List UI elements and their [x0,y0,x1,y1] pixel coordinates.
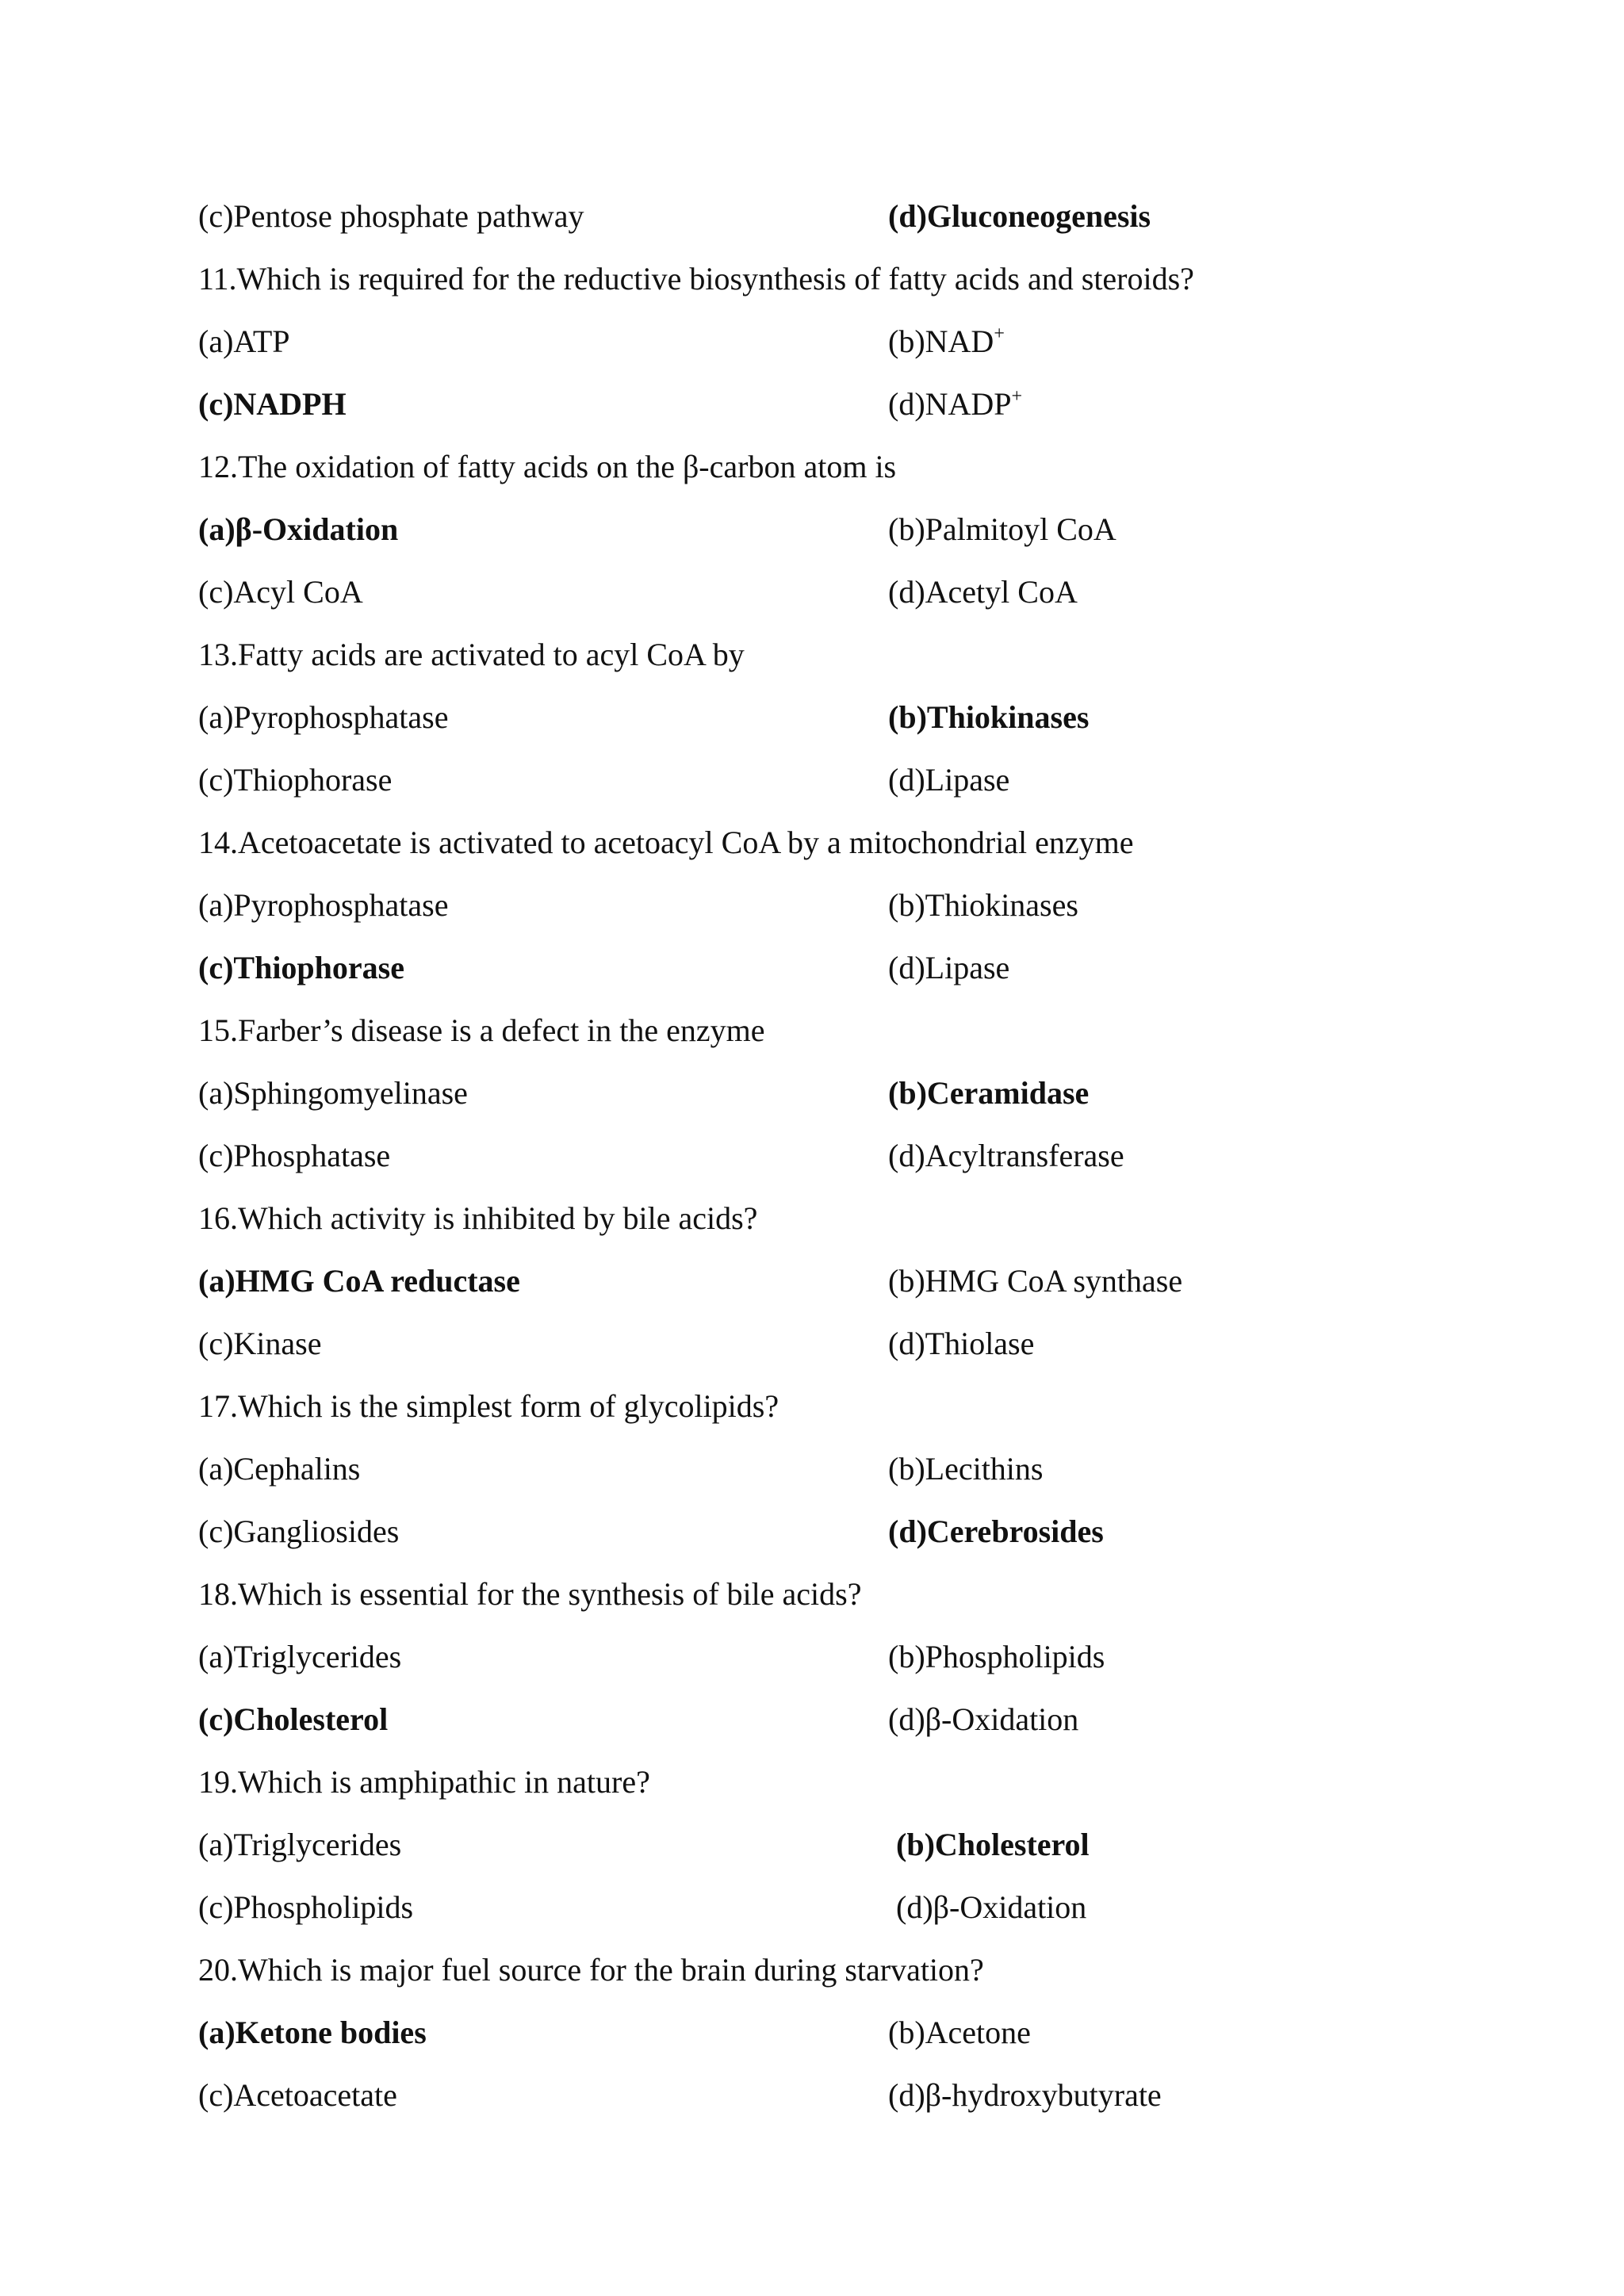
answer-option: (c)Acetoacetate [198,2077,397,2113]
option-row [198,944,1546,992]
answer-option: (a)Triglycerides [198,1827,402,1862]
option-text: (d)Gluconeogenesis [888,198,1151,234]
answer-option [888,882,1078,929]
question-text: 16.Which activity is inhibited by bile acids? [198,1200,758,1236]
question-text: 19.Which is amphipathic in nature? [198,1764,650,1800]
option-text: (b)Lecithins [888,1451,1044,1487]
option-row [198,1445,1546,1493]
option-text: (d)Acyltransferase [888,1138,1124,1173]
question-text: 14.Acetoacetate is activated to acetoacyl CoA by a mitochondrial enzyme [198,825,1134,860]
answer-option [888,2072,1162,2119]
answer-option [888,1445,1044,1493]
answer-option [888,568,1078,616]
question-text: 13.Fatty acids are activated to acyl CoA by [198,637,745,672]
correct-answer-option: (a)Ketone bodies [198,2015,427,2050]
correct-answer-option [888,1508,1104,1556]
answer-option: (a)Pyrophosphatase [198,699,449,735]
answer-option: (c)Phospholipids [198,1889,414,1925]
question-text: 18.Which is essential for the synthesis of bile acids? [198,1576,862,1612]
option-row [198,1633,1546,1681]
correct-answer-option: (a)HMG CoA reductase [198,1263,520,1299]
option-text: (b)Acetone [888,2015,1031,2050]
answer-option [888,1696,1078,1743]
option-text: (b)Cholesterol [896,1827,1090,1862]
option-text: (d)β-hydroxybutyrate [888,2077,1162,2113]
answer-option [888,1320,1034,1368]
answer-option [888,381,1022,428]
option-row [198,1320,1546,1368]
option-text: (b)Palmitoyl CoA [888,511,1116,547]
option-row [198,756,1546,804]
option-row [198,1508,1546,1556]
option-row [198,318,1546,365]
question-text: 15.Farber’s disease is a defect in the enzyme [198,1012,765,1048]
option-text: (b)Thiokinases [888,699,1090,735]
option-text: (d)NADP [888,386,1012,422]
correct-answer-option [888,694,1089,741]
superscript-charge: + [1011,386,1023,407]
superscript-charge: + [994,323,1005,344]
question-text: 20.Which is major fuel source for the brain during starvation? [198,1952,984,1988]
option-row [198,193,1546,240]
correct-answer-option: (c)Cholesterol [198,1701,389,1737]
option-row [198,381,1546,428]
question-text: 12.The oxidation of fatty acids on the β-carbon atom is [198,449,897,484]
option-row [198,1821,1546,1869]
answer-option [888,756,1009,804]
option-row [198,694,1546,741]
answer-option: (a)Sphingomyelinase [198,1075,468,1111]
answer-option: (c)Kinase [198,1326,322,1361]
option-text: (b)Phospholipids [888,1639,1105,1674]
answer-option [888,944,1009,992]
correct-answer-option [888,1070,1089,1117]
answer-option: (c)Phosphatase [198,1138,391,1173]
option-row [198,1884,1546,1931]
option-text: (d)Cerebrosides [888,1513,1104,1549]
answer-option [888,318,1005,365]
option-row [198,506,1546,553]
option-text: (d)β-Oxidation [888,1701,1079,1737]
option-row [198,1070,1546,1117]
answer-option: (a)Cephalins [198,1451,361,1487]
answer-option [888,2009,1031,2057]
answer-option [888,506,1116,553]
answer-option [896,1884,1086,1931]
option-text: (d)Lipase [888,950,1010,985]
option-row [198,2009,1546,2057]
answer-option: (c)Thiophorase [198,762,393,798]
answer-option: (a)Pyrophosphatase [198,887,449,923]
answer-option [888,1633,1105,1681]
option-text: (d)Lipase [888,762,1010,798]
answer-option: (c)Pentose phosphate pathway [198,198,584,234]
correct-answer-option [888,193,1151,240]
question-text: 11.Which is required for the reductive biosynthesis of fatty acids and steroids? [198,261,1194,297]
correct-answer-option: (a)β-Oxidation [198,511,399,547]
correct-answer-option: (c)Thiophorase [198,950,404,985]
option-text: (d)Acetyl CoA [888,574,1078,610]
answer-option: (c)Acyl CoA [198,574,363,610]
option-row [198,1696,1546,1743]
answer-option: (c)Gangliosides [198,1513,400,1549]
option-text: (b)Thiokinases [888,887,1078,923]
option-text: (d)β-Oxidation [896,1889,1087,1925]
answer-option: (a)ATP [198,323,290,359]
option-row [198,1257,1546,1305]
option-row [198,882,1546,929]
option-text: (b)NAD [888,323,994,359]
option-text: (b)HMG CoA synthase [888,1263,1183,1299]
answer-option [888,1257,1182,1305]
correct-answer-option: (c)NADPH [198,386,347,422]
option-row [198,568,1546,616]
option-text: (b)Ceramidase [888,1075,1090,1111]
option-text: (d)Thiolase [888,1326,1035,1361]
answer-option: (a)Triglycerides [198,1639,402,1674]
option-row [198,2072,1546,2119]
option-row [198,1132,1546,1180]
answer-option [888,1132,1124,1180]
question-text: 17.Which is the simplest form of glycolipids? [198,1388,779,1424]
correct-answer-option [896,1821,1090,1869]
